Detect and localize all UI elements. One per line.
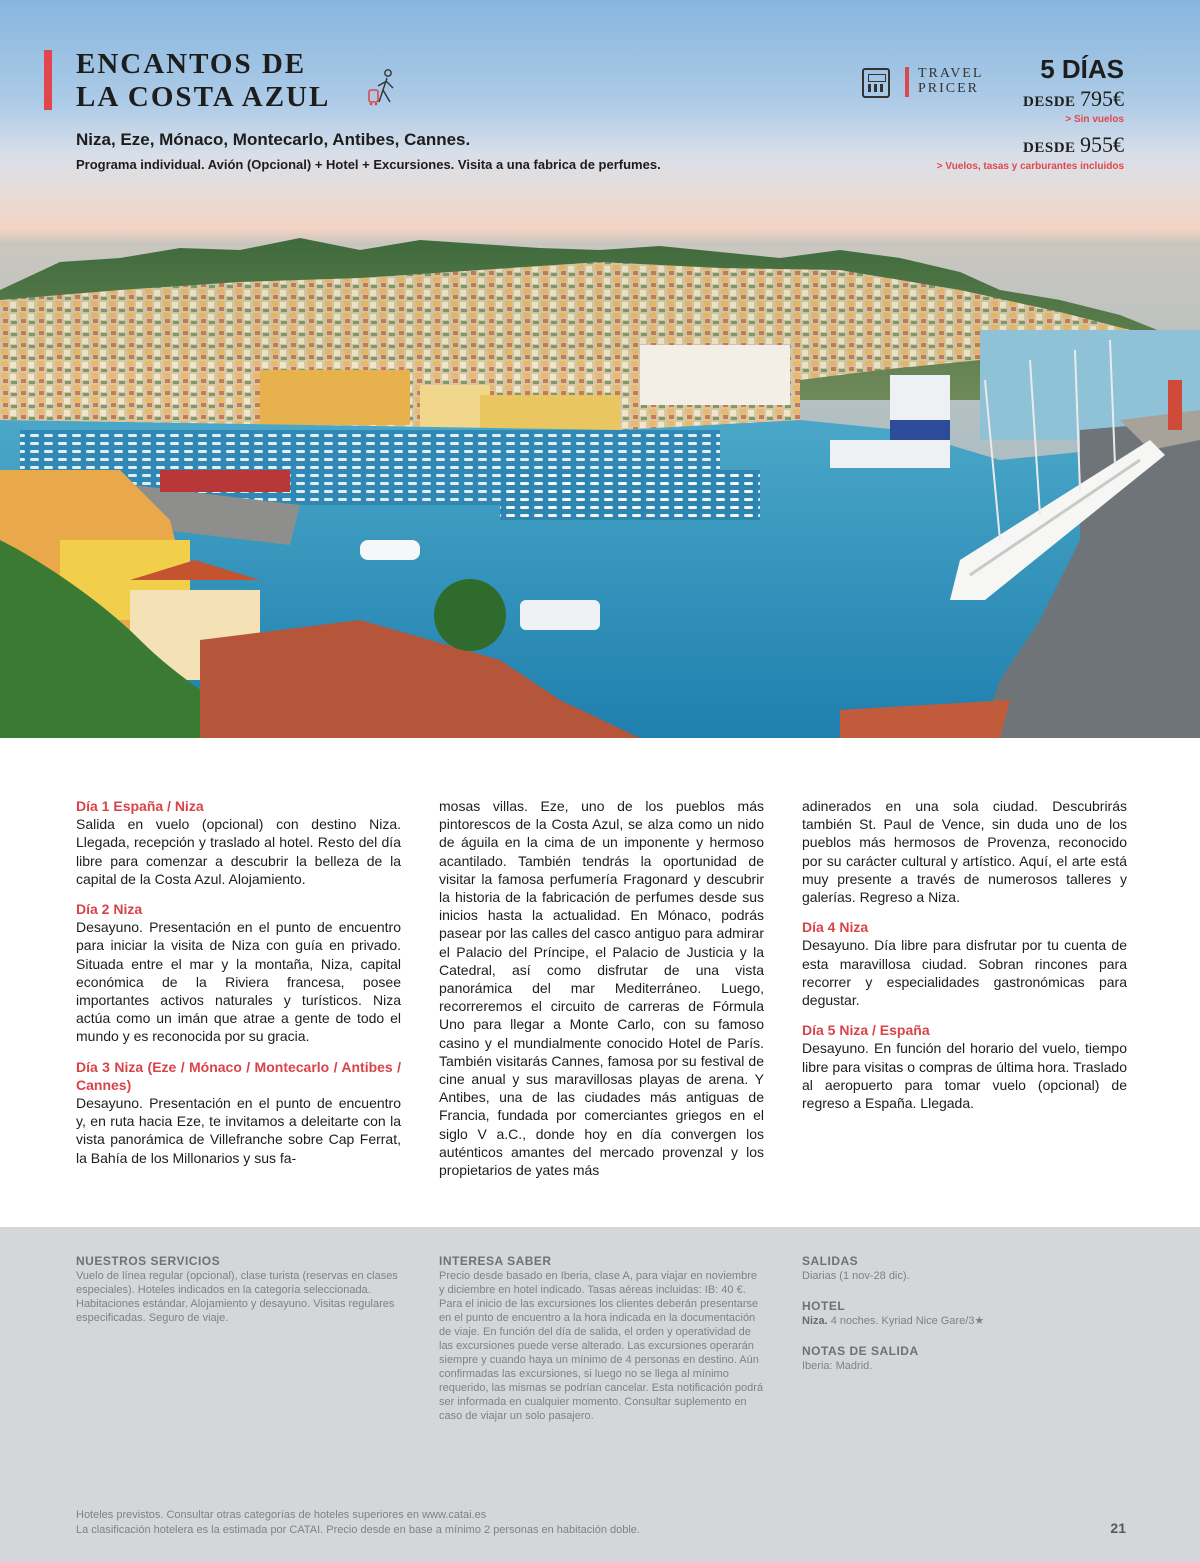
salidas-heading: SALIDAS bbox=[802, 1254, 859, 1268]
day-5-heading: Día 5 Niza / España bbox=[802, 1022, 930, 1039]
nuestros-servicios-text: Vuelo de línea regular (opcional), clase turista (reservas en clases especiales). Hoteles indicados en la categoría seleccionada. Habitaciones estándar. Alojamiento y desayuno. Visitas regulares especificadas. Seguro de viaje. bbox=[76, 1270, 398, 1324]
day-1-text: Salida en vuelo (opcional) con destino Niza. Llegada, recepción y traslado al hotel. Resto del día libre para comenzar a descubrir la belleza de la capital de la Costa Azul. Alojamiento. bbox=[76, 816, 401, 887]
day-3-text-part-1: Desayuno. Presentación en el punto de encuentro y, en ruta hacia Eze, te invitamos a deleitarte con la vista panorámica de Villefranche sobre Cap Ferrat, la Bahía de los Millonarios y sus fa- bbox=[76, 1095, 401, 1166]
day-2-text: Desayuno. Presentación en el punto de encuentro para iniciar la visita de Niza con guía en privado. Situada entre el mar y la montaña, Niza, capital económica de la Riviera francesa, posee importantes activos naturales y turísticos. Niza actúa como un imán que atrae a gente de todo el mundo y es reconocida por su gracia. bbox=[76, 919, 401, 1045]
program-description: Programa individual. Avión (Opcional) + Hotel + Excursiones. Visita a una fabrica de perfumes. bbox=[76, 157, 661, 172]
interesa-saber-text-2: Para el inicio de las excursiones los clientes deberán presentarse en el punto de encuentro a la hora indicada en la documentación de viaje. En función del día de salida, el orden y operatividad de las excursiones puede verse alterado. Las excursiones operarán siempre y cuando haya un mínimo de 4 personas en destino. Aún confirmadas las excursiones, si luego no se llega al mínimo requerido, las mismas se podrían cancelar. Esta notificación podrá ser informada en cualquier momento. Consultar suplemento en caso de viajar un solo pasajero. bbox=[439, 1298, 764, 1422]
title-accent-bar bbox=[44, 50, 52, 110]
hotel-text bbox=[802, 1314, 1127, 1328]
hotel-detail: 4 noches. Kyriad Nice Gare/3★ bbox=[830, 1315, 985, 1327]
notas-salida-text: Iberia: Madrid. bbox=[802, 1360, 873, 1372]
day-5-text: Desayuno. En función del horario del vuelo, tiempo libre para visitas o compras de última hora. Traslado al aeropuerto para tomar vuelo (opcional) de regreso a España. Llegada. bbox=[802, 1040, 1127, 1112]
price-value: 955€ bbox=[1080, 132, 1124, 157]
page-title bbox=[76, 48, 330, 114]
nuestros-servicios-heading: NUESTROS SERVICIOS bbox=[76, 1254, 221, 1268]
footer-line-1: Hoteles previstos. Consultar otras categorías de hoteles superiores en www.catai.es bbox=[76, 1509, 487, 1521]
trip-duration: 5 DÍAS bbox=[1040, 54, 1124, 84]
footer-notes bbox=[76, 1508, 640, 1537]
desde-label: DESDE bbox=[1023, 94, 1076, 110]
travel-pricer-badge[interactable] bbox=[918, 66, 983, 96]
interesa-saber-text-1: Precio desde basado en Iberia, clase A, para viajar en noviembre y diciembre en hotel indicado. Tasas aéreas incluidas: IB: 40 €. bbox=[439, 1270, 757, 1296]
hotel-city: Niza. bbox=[802, 1315, 828, 1327]
day-3-heading: Día 3 Niza (Eze / Mónaco / Montecarlo / Antibes / Cannes) bbox=[76, 1058, 401, 1093]
day-4-text: Desayuno. Día libre para disfrutar por tu cuenta de esta maravillosa ciudad. Sobran rincones para recorrer y especialidades gastronómicas para degustar. bbox=[802, 937, 1127, 1009]
nuestros-servicios-block bbox=[76, 1254, 401, 1325]
travel-pricer-line-2: PRICER bbox=[918, 81, 980, 96]
price-without-flights bbox=[1023, 86, 1124, 112]
travel-pricer-line-1: TRAVEL bbox=[918, 66, 984, 81]
note-without-flights: > Sin vuelos bbox=[1065, 114, 1124, 125]
itinerary-column-3 bbox=[802, 797, 1127, 1112]
hotel-heading: HOTEL bbox=[802, 1299, 846, 1313]
day-3-text-part-2: mosas villas. Eze, uno de los pueblos más pintorescos de la Costa Azul, se alza como un nido de águila en la cima de un imponente y hermoso acantilado. También tendrás la oportunidad de visitar la famosa perfumería Fragonard y descubrir la historia de la fabricación de perfumes desde sus inicios hasta la actualidad. En Mónaco, podrás pasear por las calles del casco antiguo para admirar el Palacio del Príncipe, el Palacio de Justicia y la Catedral, así como disfrutar de una vista panorámica del mar Mediterráneo. Luego, recorreremos el circuito de carreras de Fórmula Uno para llegar a Monte Carlo, con su famoso casino y el mundialmente conocido Hotel de París. También visitarás Cannes, famosa por su festival de cine anual y sus maravillosas playas de arena. Y Antibes, una de las ciudades más antiguas de Francia, fundada por comerciantes griegos en el siglo V a.C., donde hoy en día convergen los auténticos amantes del mercado provenzal y los propietarios de yates más bbox=[439, 798, 764, 1179]
day-4-heading: Día 4 Niza bbox=[802, 919, 869, 936]
interesa-saber-block bbox=[439, 1254, 764, 1423]
destinations-list: Niza, Eze, Mónaco, Montecarlo, Antibes, Cannes. bbox=[76, 130, 471, 149]
interesa-saber-heading: INTERESA SABER bbox=[439, 1254, 552, 1268]
salidas-text: Diarias (1 nov-28 dic). bbox=[802, 1270, 910, 1282]
page-number: 21 bbox=[1110, 1520, 1126, 1536]
travel-pricer-accent-bar bbox=[905, 67, 909, 97]
salidas-hotel-block bbox=[802, 1254, 1127, 1373]
itinerary-column-1 bbox=[76, 797, 401, 1167]
notas-salida-heading: NOTAS DE SALIDA bbox=[802, 1344, 919, 1358]
price-value: 795€ bbox=[1080, 86, 1124, 111]
price-with-flights bbox=[1023, 132, 1124, 158]
note-with-flights: > Vuelos, tasas y carburantes incluidos bbox=[936, 161, 1124, 172]
day-2-heading: Día 2 Niza bbox=[76, 901, 143, 918]
day-1-heading: Día 1 España / Niza bbox=[76, 798, 204, 814]
desde-label: DESDE bbox=[1023, 140, 1076, 156]
title-line-1: ENCANTOS DE bbox=[76, 48, 307, 80]
itinerary-column-2 bbox=[439, 797, 764, 1179]
title-line-2: LA COSTA AZUL bbox=[76, 81, 331, 113]
day-3-text-part-3: adinerados en una sola ciudad. Descubrirás también St. Paul de Vence, sin duda uno de los pueblos más hermosos de Provenza, reconocido por su carácter cultural y artístico. Aquí, el arte está muy presente a través de numerosos talleres y galerías. Regreso a Niza. bbox=[802, 798, 1127, 906]
footer-line-2: La clasificación hotelera es la estimada por CATAI. Precio desde en base a mínimo 2 personas en habitación doble. bbox=[76, 1523, 640, 1536]
calculator-icon bbox=[862, 68, 890, 98]
traveler-with-luggage-icon bbox=[366, 68, 396, 108]
